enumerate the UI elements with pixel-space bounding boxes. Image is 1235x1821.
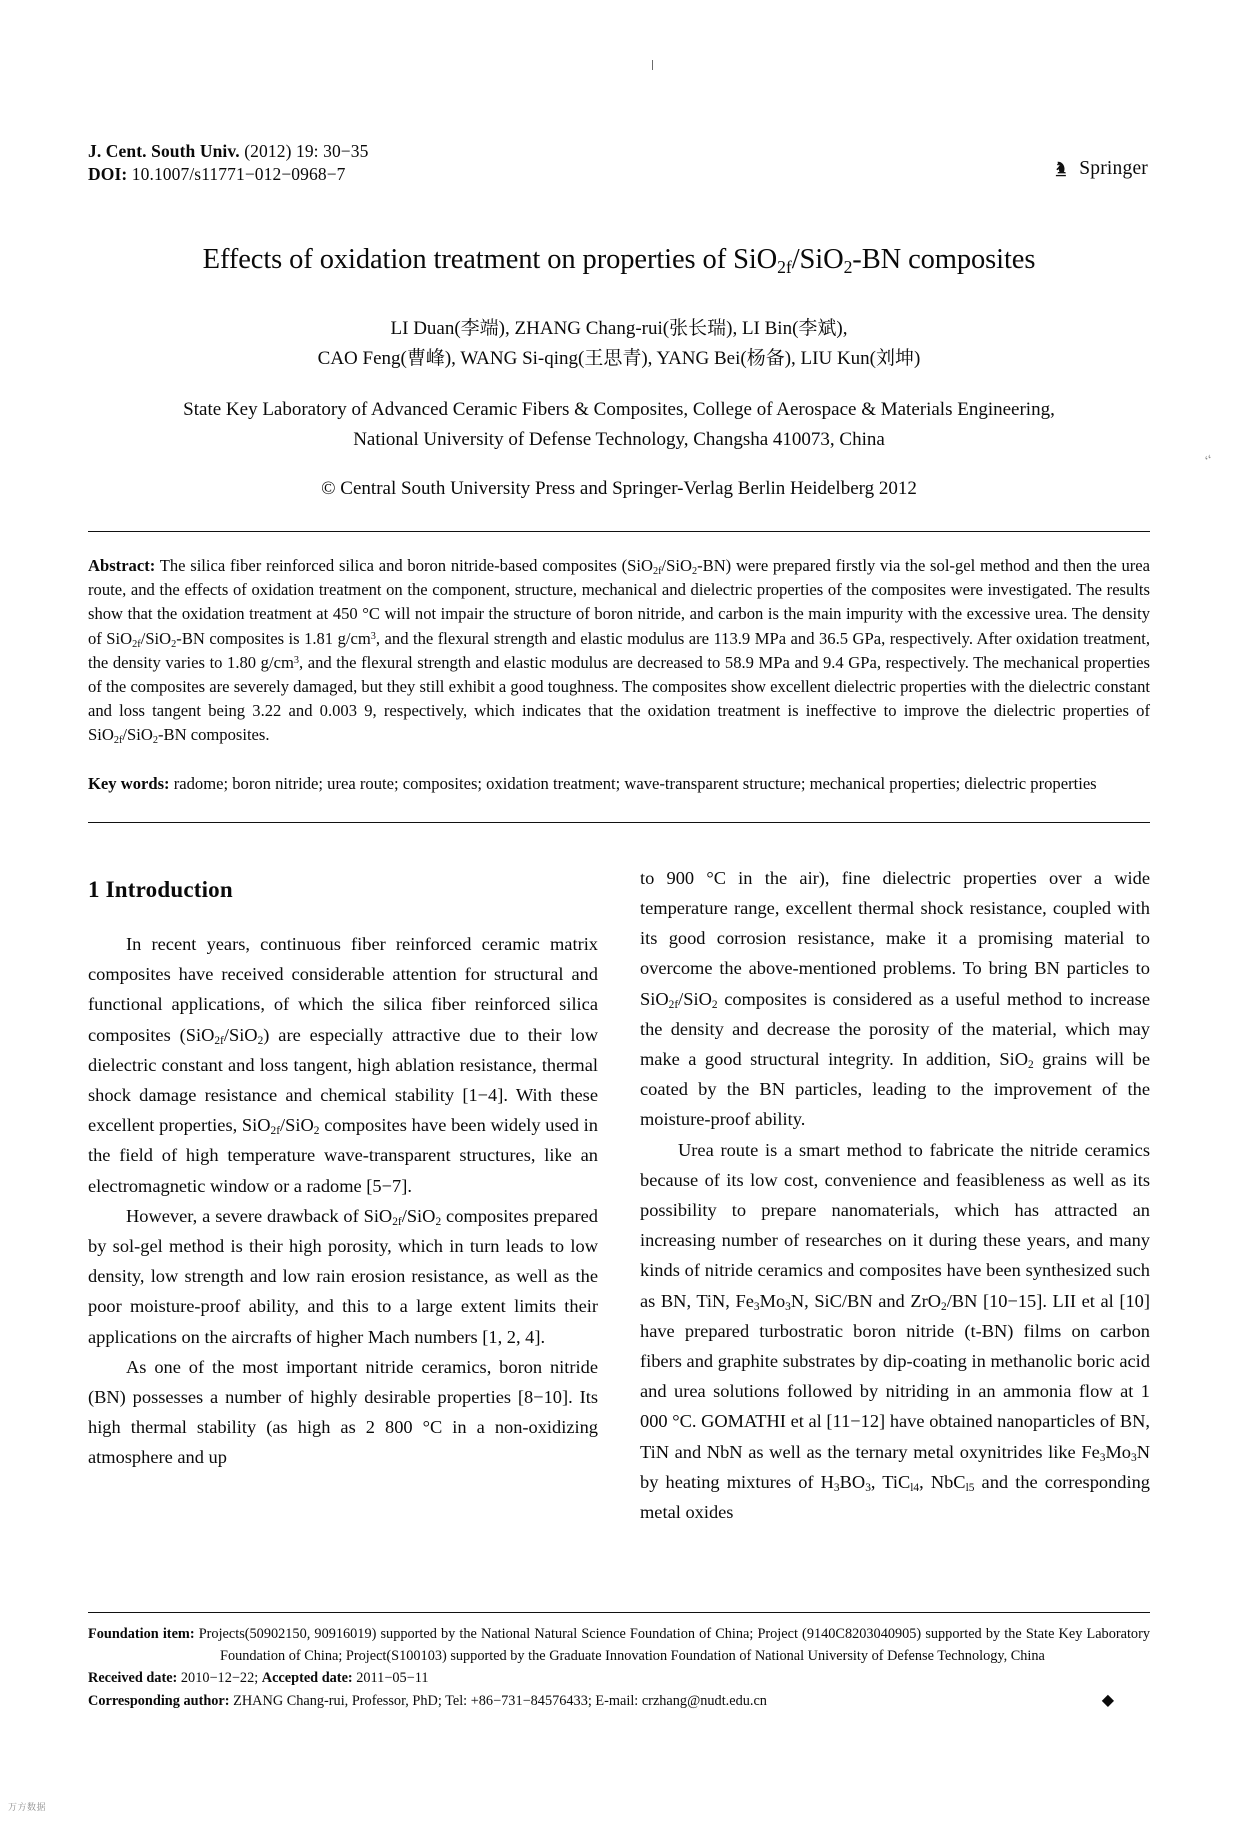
doi-label: DOI: xyxy=(88,164,128,184)
copyright-line: © Central South University Press and Springer-Verlag Berlin Heidelberg 2012 xyxy=(321,478,917,499)
journal-volume-pages: (2012) 19: 30−35 xyxy=(239,141,369,161)
doi-line xyxy=(88,163,368,186)
para-r2-i: , NbC xyxy=(919,1471,966,1492)
paragraph-right-2 xyxy=(640,1135,1150,1528)
foundation-item-text: Projects(50902150, 90916019) supported by the National Natural Science Foundation of China; Project (9140C8203040905) supported by the State Key Laboratory Foundation of China; Project(S100103) supported by the Graduate Innovation Foundation of National University of Defense Technology, China xyxy=(194,1626,1150,1664)
journal-line xyxy=(88,140,368,163)
para-r1-d: grains will be coated by the BN particles, leading to the improvement of the moisture-proof ability. xyxy=(640,1049,1150,1130)
para-l2-sub1: 2f xyxy=(392,1216,402,1229)
keywords-label: Key words: xyxy=(88,773,170,793)
para-r2-b: Mo xyxy=(759,1290,786,1311)
para-r2-d: /BN [10−15]. LII et al [10] have prepared turbostratic boron nitride (t-BN) films on carbon fibers and graphite substrates by dip-coating in methanolic boric acid and urea solutions followed by nitriding in an ammonia flow at 1 000 °C. GOMATHI et al [11−12] have obtained nanoparticles of BN, TiN and NbN as well as the ternary metal oxynitrides like Fe xyxy=(640,1290,1150,1462)
para-l2-c: composites prepared by sol-gel method is their high porosity, which in turn leads to low density, low strength and low rain erosion resistance, as well as the poor moisture-proof ability, and this to a large extent limits their applications on the aircrafts of higher Mach numbers [1, 2, 4]. xyxy=(88,1205,598,1347)
foundation-item-label: Foundation item: xyxy=(88,1626,195,1642)
abstract-text-a: The silica fiber reinforced silica and boron nitride-based composites (SiO xyxy=(155,556,653,575)
foundation-item xyxy=(88,1624,1150,1667)
page-edge-mark: ‘‘ xyxy=(1202,451,1216,468)
keywords-text: radome; boron nitride; urea route; composites; oxidation treatment; wave-transparent structure; mechanical properties; dielectric properties xyxy=(169,773,1097,793)
affiliation xyxy=(88,395,1150,455)
abstract-text-b: /SiO xyxy=(661,556,692,575)
publisher-name: Springer xyxy=(1079,158,1148,179)
paragraph-left-2 xyxy=(88,1201,598,1352)
section-heading-introduction: 1 Introduction xyxy=(88,876,233,902)
para-l1-c: ) are especially attractive due to their low dielectric constant and loss tangent, high ablation resistance, thermal shock damage resistance and chemical stability [1−4]. With these excellent properties, SiO xyxy=(88,1024,598,1136)
abstract-sub-b1: 2f xyxy=(132,638,141,650)
para-r2-sub5: 3 xyxy=(1131,1451,1137,1464)
abstract-text-e: -BN composites is 1.81 g/cm xyxy=(176,628,371,648)
title-text-b: /SiO xyxy=(791,244,844,275)
para-r2-sub2: 3 xyxy=(785,1300,791,1313)
running-head xyxy=(88,140,1150,198)
paragraph-right-1 xyxy=(640,863,1150,1135)
para-r2-sub9: l5 xyxy=(965,1482,975,1495)
article-title xyxy=(88,242,1150,278)
para-r1-sub1: 2f xyxy=(668,998,679,1011)
footnote-end-mark: ◆ xyxy=(1101,1691,1114,1709)
abstract-sub-c1: 2f xyxy=(113,735,123,747)
para-r2-sub3: 2 xyxy=(940,1300,947,1313)
para-r1-c: composites is considered as a useful method to increase the density and decrease the porosity of the material, which may make a good structural integrity. In addition, SiO xyxy=(640,988,1150,1070)
abstract-text-c: -BN) were prepared firstly via the sol-gel method and then the urea route, and the effects of oxidation treatment on the component, structure, mechanical and dielectric properties of the composites were investigated. The results show that the oxidation treatment at 450 °C will not impair the structure of boron nitride, and carbon is the main impurity with the excessive urea. The density of SiO xyxy=(88,556,1151,648)
para-l1-sub3: 2f xyxy=(270,1125,281,1138)
abstract-rule-bottom xyxy=(88,822,1150,823)
para-r2-sub8: l4 xyxy=(910,1482,920,1495)
title-text-c: -BN composites xyxy=(852,244,1036,275)
para-r2-c: N, SiC/BN and ZrO xyxy=(790,1290,941,1311)
author-line-1: LI Duan(李端), ZHANG Chang-rui(张长瑞), LI Bin(李斌), xyxy=(390,318,848,339)
para-l1-e: composites have been widely used in the field of high temperature wave-transparent structures, like an electromagnetic window or a radome [5−7]. xyxy=(88,1115,598,1196)
keywords-paragraph xyxy=(88,772,1150,796)
para-r1-a: to 900 °C in the air), fine dielectric properties over a wide temperature range, excellent thermal shock resistance, coupled with its good corrosion resistance, make it a promising material to overcome the above-mentioned problems. To bring BN particles to SiO xyxy=(640,867,1150,1009)
title-subscript-b: 2 xyxy=(843,256,853,277)
para-l1-a: In recent years, continuous fiber reinforced ceramic matrix composites have received considerable attention for structural and functional applications, of which the silica fiber reinforced silica composites (SiO xyxy=(88,934,598,1045)
paragraph-left-3: As one of the most important nitride ceramics, boron nitride (BN) possesses a number of highly desirable properties [8−10]. Its high thermal stability (as high as 2 800 °C in a non-oxidizing atmosphere and up xyxy=(88,1356,598,1468)
para-l2-b: /SiO xyxy=(401,1205,436,1226)
abstract-sup-a: 3 xyxy=(370,630,376,642)
abstract-sub-b2: 2 xyxy=(171,638,177,650)
publisher-logo xyxy=(1051,158,1148,180)
accepted-date-label: Accepted date: xyxy=(261,1670,353,1686)
title-subscript-a: 2f xyxy=(777,256,792,277)
para-r2-e: Mo xyxy=(1105,1441,1132,1462)
para-l1-sub2: 2 xyxy=(257,1034,264,1047)
footnote-block xyxy=(88,1624,1150,1713)
corresponding-author-label: Corresponding author: xyxy=(88,1692,230,1709)
journal-citation-block xyxy=(88,140,368,186)
springer-knight-icon xyxy=(1051,159,1072,180)
doi-value: 10.1007/s11771−012−0968−7 xyxy=(127,164,346,184)
received-date-label: Received date: xyxy=(88,1670,178,1686)
abstract-rule-top xyxy=(88,531,1150,532)
para-r1-sub2: 2 xyxy=(711,998,718,1011)
affiliation-line-1: State Key Laboratory of Advanced Ceramic Fibers & Composites, College of Aerospace & Materials Engineering, xyxy=(183,399,1055,420)
para-r2-a: Urea route is a smart method to fabricate the nitride ceramics because of its low cost, convenience and feasibleness as well as its possibility to prepare nanomaterials, which has attracted an increasing number of researches on it during these years, and many kinds of nitride ceramics and composites have been synthesized such as BN, TiN, Fe xyxy=(640,1139,1150,1311)
author-line-2: CAO Feng(曹峰), WANG Si-qing(王思青), YANG Bei(杨备), LIU Kun(刘坤) xyxy=(317,348,921,369)
abstract-text-g: , and the flexural strength and elastic modulus are decreased to 58.9 MPa and 9.4 GPa, respectively. The mechanical properties of the composites are severely damaged, but they still exhibit a good toughness. The composites show excellent dielectric properties with the dielectric constant and loss tangent being 3.22 and 0.003 9, respectively, which indicates that the oxidation treatment is ineffective to improve the dielectric properties of SiO xyxy=(88,652,1150,745)
para-l2-a: However, a severe drawback of SiO xyxy=(126,1205,393,1226)
para-l1-sub4: 2 xyxy=(313,1125,320,1138)
body-column-left xyxy=(88,863,598,1663)
abstract-text-i: -BN composites. xyxy=(157,725,270,745)
para-r2-h: , TiC xyxy=(870,1471,911,1492)
abstract-sup-b: 3 xyxy=(293,654,299,666)
abstract-text-h: /SiO xyxy=(122,725,153,745)
author-list xyxy=(88,314,1150,374)
accepted-date-value: 2011−05−11 xyxy=(352,1670,429,1686)
body-columns xyxy=(88,863,1150,1663)
para-r2-sub4: 3 xyxy=(1099,1451,1106,1464)
para-r2-j: and the corresponding metal oxides xyxy=(640,1471,1150,1523)
page-content xyxy=(88,140,1150,1663)
abstract-label: Abstract: xyxy=(88,556,156,575)
footnote-rule xyxy=(88,1612,1150,1613)
journal-name: J. Cent. South Univ. xyxy=(88,141,240,161)
received-accepted-line xyxy=(88,1668,1150,1690)
corresponding-author-text: ZHANG Chang-rui, Professor, PhD; Tel: +86−731−84576433; E-mail: crzhang@nudt.edu.cn xyxy=(229,1692,767,1709)
para-r2-sub6: 3 xyxy=(833,1482,840,1495)
abstract-text-d: /SiO xyxy=(140,628,172,648)
para-r1-sub3: 2 xyxy=(1027,1059,1034,1072)
para-l1-sub1: 2f xyxy=(214,1034,224,1047)
received-date-value: 2010−12−22; xyxy=(177,1670,262,1686)
para-r2-f: N by heating mixtures of H xyxy=(640,1441,1150,1492)
para-r2-sub7: 3 xyxy=(865,1482,871,1495)
para-l1-d: /SiO xyxy=(280,1115,314,1136)
body-column-right xyxy=(640,863,1150,1663)
affiliation-line-2: National University of Defense Technology, Changsha 410073, China xyxy=(353,429,885,450)
para-r2-sub1: 3 xyxy=(753,1300,760,1313)
para-r2-g: BO xyxy=(839,1471,866,1492)
para-l1-b: /SiO xyxy=(223,1024,258,1045)
crop-mark-tick xyxy=(652,60,653,70)
abstract-text-f: , and the flexural strength and elastic modulus are 113.9 MPa and 36.5 GPa, respectively. After oxidation treatment, the density varies to 1.80 g/cm xyxy=(88,628,1151,672)
scan-watermark: 万方数据 xyxy=(8,1803,47,1813)
paragraph-left-1 xyxy=(88,929,598,1201)
title-text-a: Effects of oxidation treatment on properties of SiO xyxy=(202,244,778,275)
para-r1-b: /SiO xyxy=(678,988,712,1009)
para-l2-sub2: 2 xyxy=(435,1216,442,1229)
abstract-sub-a1: 2f xyxy=(652,565,662,577)
abstract-sub-c2: 2 xyxy=(152,735,158,747)
abstract-paragraph xyxy=(88,554,1150,748)
corresponding-author-line xyxy=(88,1691,1150,1713)
abstract-sub-a2: 2 xyxy=(691,565,698,577)
